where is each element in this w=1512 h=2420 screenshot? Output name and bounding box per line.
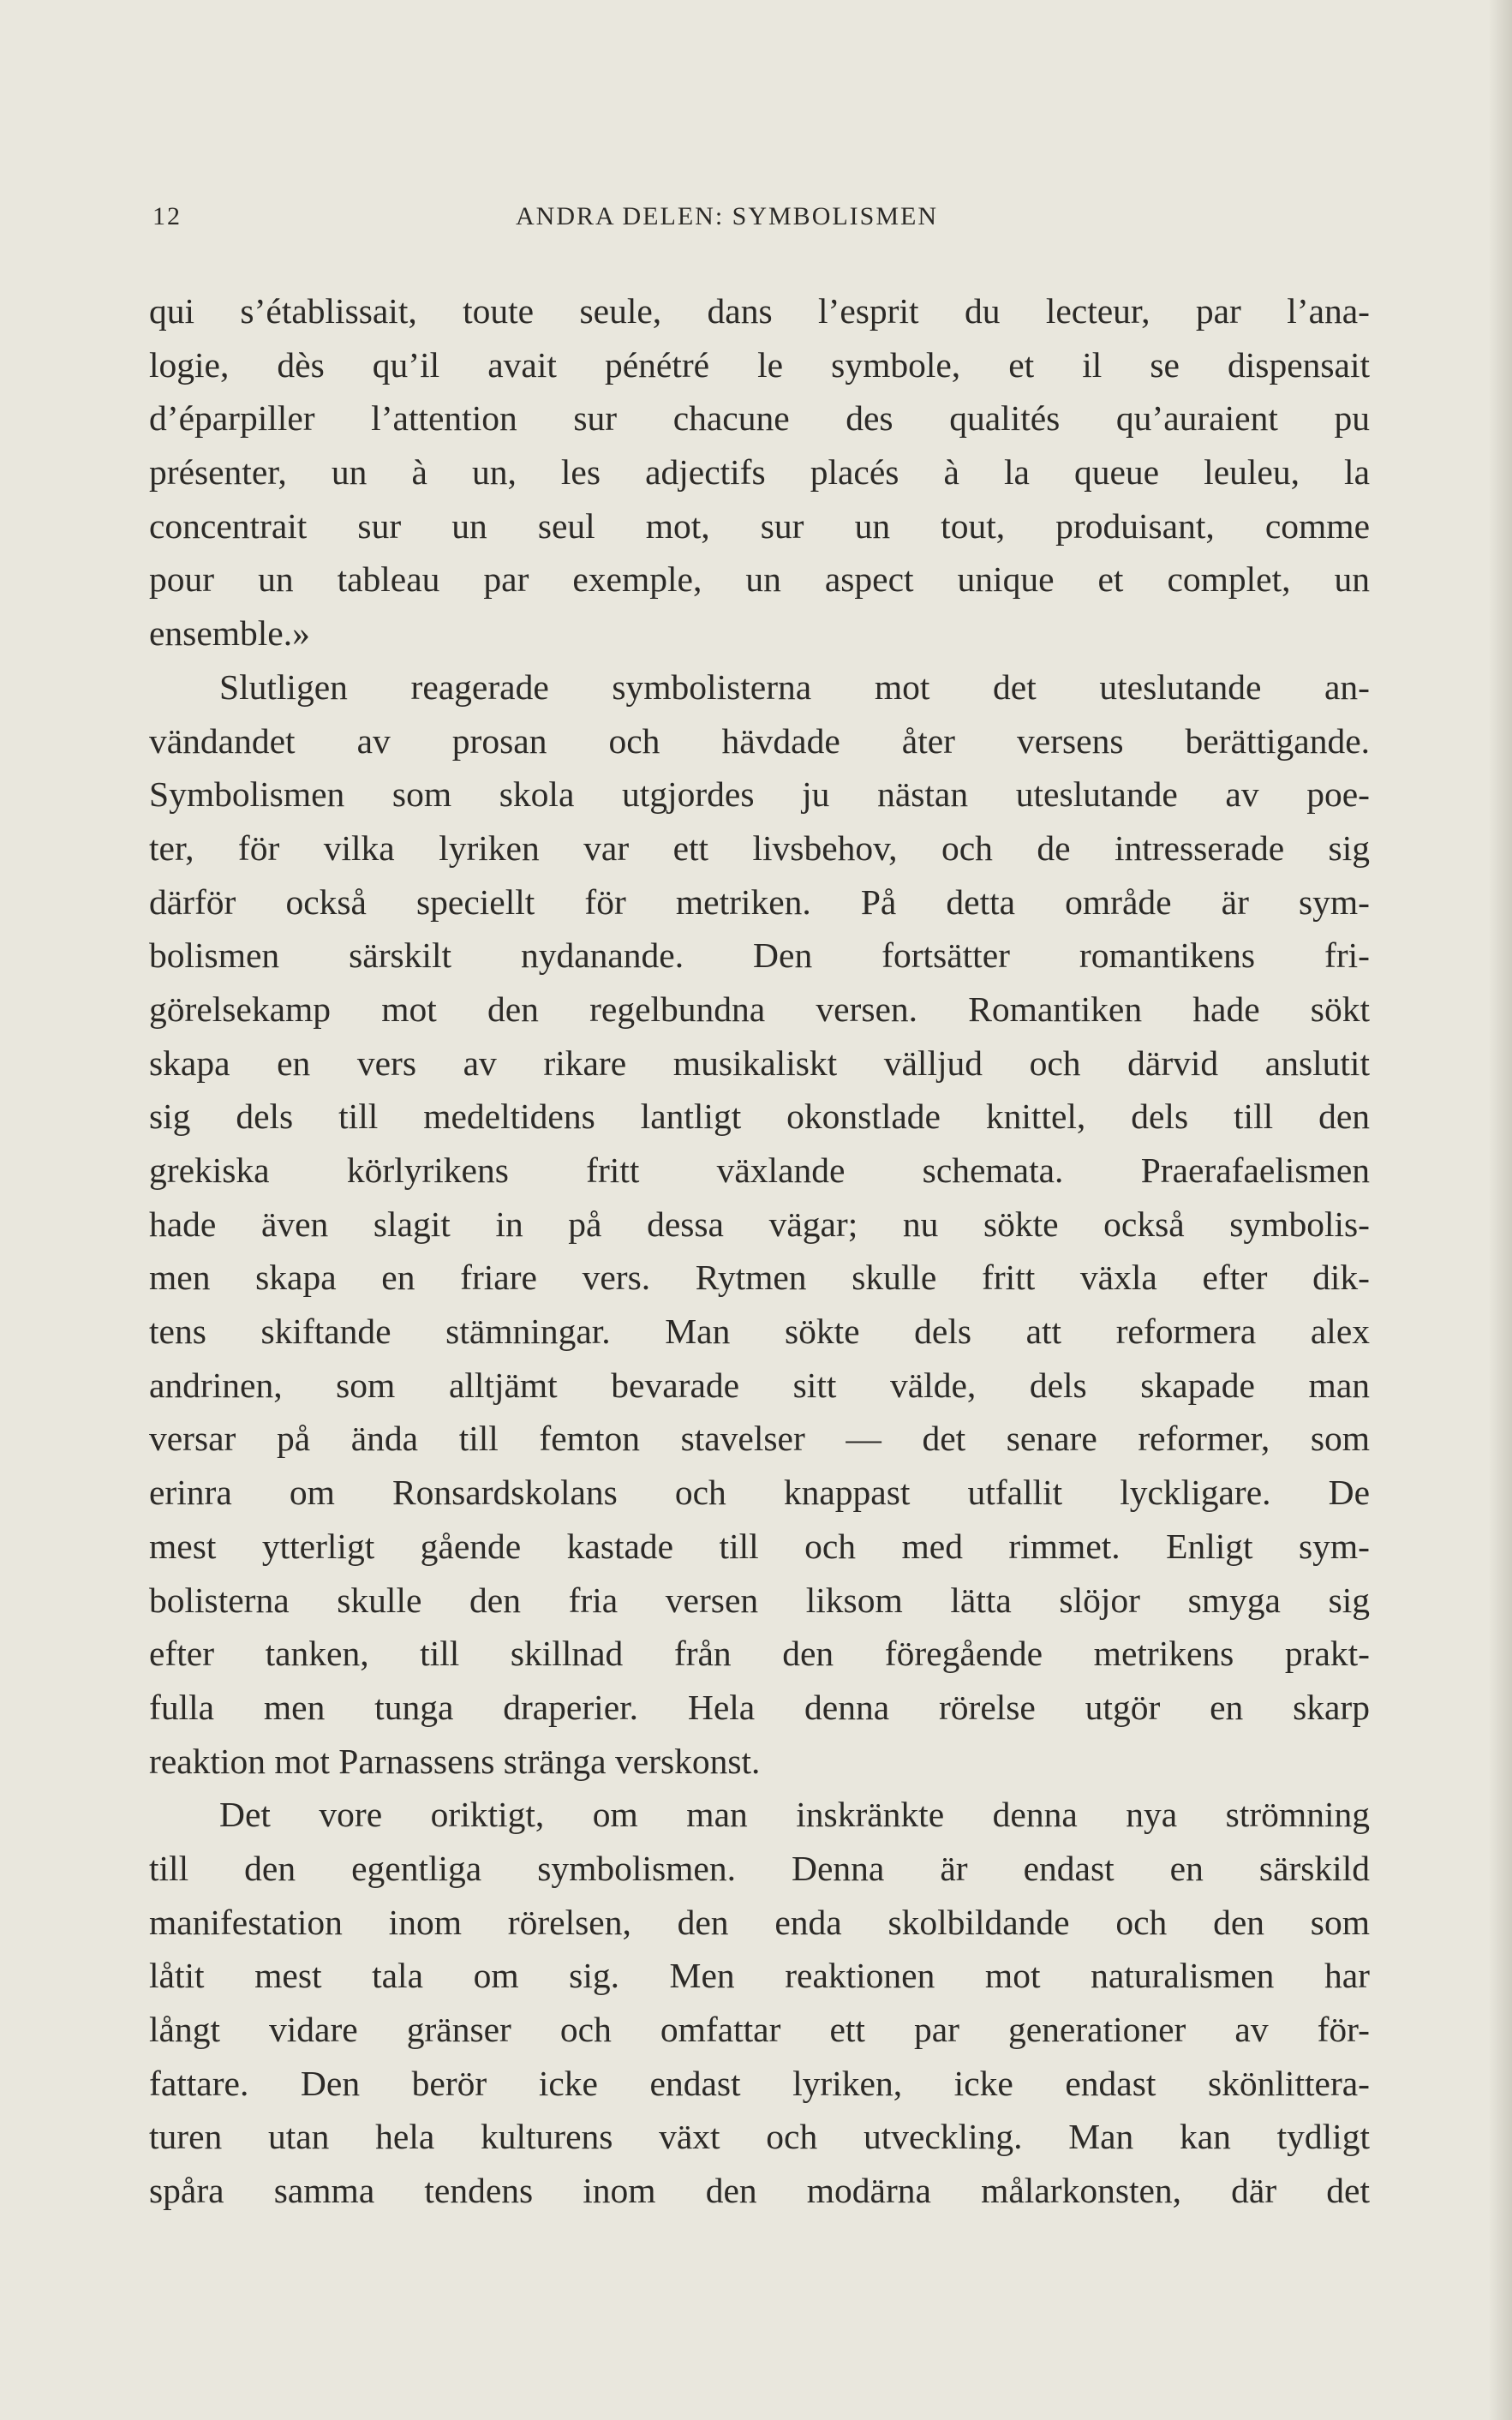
text-line: fulla men tunga draperier. Hela denna rörelse utgör en skarp [149, 1687, 1370, 1727]
text-line: mest ytterligt gående kastade till och med rimmet. Enligt sym- [149, 1526, 1370, 1566]
text-line: ter, för vilka lyriken var ett livsbehov, och de intresserade sig [149, 828, 1370, 868]
text-line: ensemble.» [149, 613, 310, 654]
text-line: erinra om Ronsardskolans och knappast utfallit lyckligare. De [149, 1473, 1370, 1513]
text-line: till den egentliga symbolismen. Denna är endast en särskild [149, 1848, 1370, 1888]
text-line: hade även slagit in på dessa vägar; nu sökte också symbolis- [149, 1204, 1370, 1244]
chapter-title: ANDRA DELEN: SYMBOLISMEN [516, 202, 939, 230]
body-text [149, 284, 1370, 2218]
text-line: d’éparpiller l’attention sur chacune des qualités qu’auraient pu [149, 398, 1370, 439]
text-line: görelsekamp mot den regelbundna versen. Romantiken hade sökt [149, 989, 1370, 1029]
text-line: qui s’établissait, toute seule, dans l’esprit du lecteur, par l’ana- [149, 291, 1370, 331]
text-line: versar på ända till femton stavelser — det senare reformer, som [149, 1419, 1370, 1459]
text-line: men skapa en friare vers. Rytmen skulle fritt växla efter dik- [149, 1258, 1370, 1298]
text-line: Symbolismen som skola utgjordes ju nästan uteslutande av poe- [149, 774, 1370, 815]
text-line: bolismen särskilt nydanande. Den fortsätter romantikens fri- [149, 935, 1370, 976]
text-line: fattare. Den berör icke endast lyriken, icke endast skönlittera- [149, 2063, 1370, 2103]
text-line: skapa en vers av rikare musikaliskt välljud och därvid anslutit [149, 1043, 1370, 1083]
paragraph-start: Slutligen reagerade symbolisterna mot det uteslutande an- [219, 666, 1370, 707]
text-line: logie, dès qu’il avait pénétré le symbole, et il se dispensait [149, 344, 1370, 385]
text-line: turen utan hela kulturens växt och utveckling. Man kan tydligt [149, 2117, 1370, 2157]
running-head [152, 202, 1369, 236]
text-line: sig dels till medeltidens lantligt okonstlade knittel, dels till den [149, 1096, 1370, 1137]
text-line: reaktion mot Parnassens stränga verskonst. [149, 1741, 761, 1781]
text-line: concentrait sur un seul mot, sur un tout, produisant, comme [149, 505, 1370, 546]
text-line: därför också speciellt för metriken. På detta område är sym- [149, 881, 1370, 922]
text-line: pour un tableau par exemple, un aspect unique et complet, un [149, 559, 1370, 600]
text-line: manifestation inom rörelsen, den enda skolbildande och den som [149, 1902, 1370, 1942]
text-line: andrinen, som alltjämt bevarade sitt välde, dels skapade man [149, 1365, 1370, 1405]
text-line: tens skiftande stämningar. Man sökte dels att reformera alex [149, 1312, 1370, 1352]
text-line: bolisterna skulle den fria versen liksom lätta slöjor smyga sig [149, 1580, 1370, 1620]
text-line: låtit mest tala om sig. Men reaktionen mot naturalismen har [149, 1956, 1370, 1996]
text-line: grekiska körlyrikens fritt växlande schemata. Praerafaelismen [149, 1150, 1370, 1190]
page-number: 12 [152, 202, 182, 230]
text-line: efter tanken, till skillnad från den föregående metrikens prakt- [149, 1634, 1370, 1674]
text-line: présenter, un à un, les adjectifs placés à la queue leuleu, la [149, 452, 1370, 493]
text-line: långt vidare gränser och omfattar ett par generationer av för- [149, 2010, 1370, 2049]
text-line: vändandet av prosan och hävdade åter versens berättigande. [149, 720, 1370, 761]
paragraph-start: Det vore oriktigt, om man inskränkte denna nya strömning [219, 1795, 1370, 1835]
text-line: spåra samma tendens inom den modärna målarkonsten, där det [149, 2171, 1370, 2211]
